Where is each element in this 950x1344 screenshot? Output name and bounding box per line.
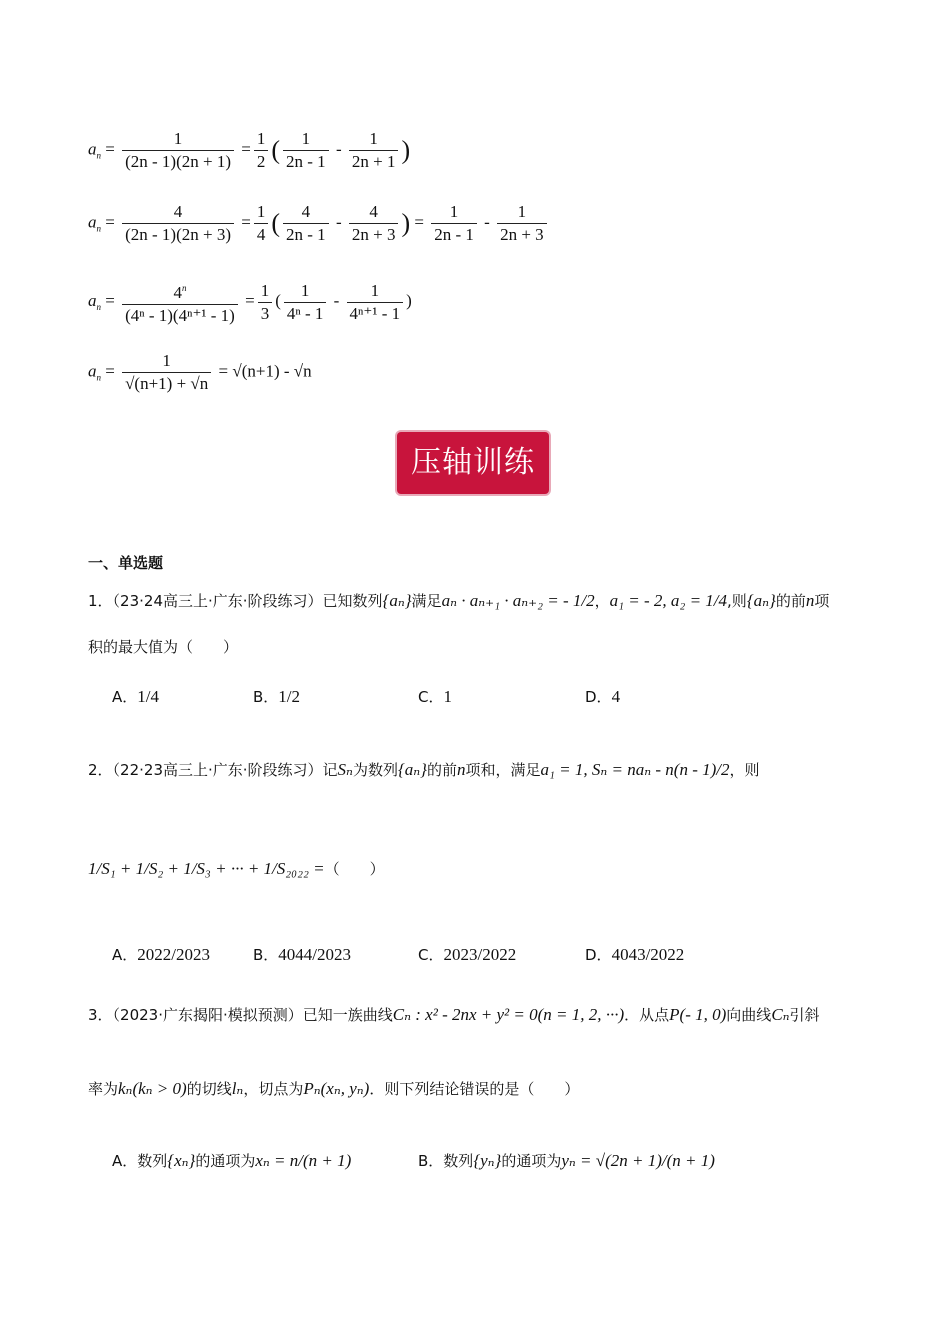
banner-title: 压轴训练 xyxy=(411,445,535,480)
option-1d[interactable]: D．4 xyxy=(585,687,621,706)
option-2c[interactable]: C．2023/2022 xyxy=(418,945,517,964)
formula-3: $a_n$ = $\frac{4^n}{\text{(4ⁿ - 1)(4ⁿ⁺¹ - 1)}}$ = $\frac{1}{3}$ ( $\frac{1}{\text{4ⁿ - 1}}$ - $\frac{1}{\text{4ⁿ⁺¹ - 1}}$ ) xyxy=(88,280,412,325)
section-title: 一、单选题 xyxy=(88,554,164,572)
question-2: 2．（22·23高三上·广东·阶段练习）记Sₙ为数列{aₙ}的前n项和，满足a₁ = 1, Sₙ = naₙ - n(n - 1)/2，则 xyxy=(88,760,760,779)
formula-4-rhs: √(n+1) - √n xyxy=(232,361,312,381)
question-2-expression: 1/S₁ + 1/S₂ + 1/S₃ + ··· + 1/S₂₀₂₂ =（ ） xyxy=(88,859,385,878)
question-1-line2: 积的最大值为（ ） xyxy=(88,638,239,656)
option-3b[interactable]: B．数列{yₙ}的通项为yₙ = √(2n + 1)/(n + 1) xyxy=(418,1151,715,1170)
question-3-line2: 率为kₙ(kₙ > 0)的切线lₙ，切点为Pₙ(xₙ, yₙ)．则下列结论错误的是（ ） xyxy=(88,1079,580,1098)
option-1b[interactable]: B．1/2 xyxy=(253,687,301,706)
option-2d[interactable]: D．4043/2022 xyxy=(585,945,685,964)
option-3a[interactable]: A．数列{xₙ}的通项为xₙ = n/(n + 1) xyxy=(112,1151,352,1170)
option-1c[interactable]: C．1 xyxy=(418,687,452,706)
question-number: 1． xyxy=(88,592,113,610)
question-source: （23·24高三上·广东·阶段练习） xyxy=(112,592,323,610)
formula-2: $a_n$ = $\frac{4}{(2n - 1)(2n + 3)}$ = $\frac{1}{4}$ ( $\frac{4}{2n - 1}$ - $\frac{4}{2n + 3}$ ) = $\frac{1}{2n - 1}$ - $\frac{1}{2n + 3}$ xyxy=(88,201,550,246)
option-1a[interactable]: A．1/4 xyxy=(112,687,159,706)
formula-1-lhs: a xyxy=(88,139,97,159)
question-1: 1．（23·24高三上·广东·阶段练习）已知数列{aₙ}满足aₙ · aₙ₊₁ · aₙ₊₂ = - 1/2，a₁ = - 2, a₂ = 1/4,则{aₙ}的前n项 xyxy=(88,591,830,610)
formula-4: $a_n$ = $\frac{1}{√(n+1) + √n}$ = √(n+1) - √n xyxy=(88,351,312,393)
section-banner xyxy=(397,432,549,494)
question-3: 3．（2023·广东揭阳·模拟预测）已知一族曲线Cₙ : x² - 2nx + y² = 0(n = 1, 2, ···)．从点P(- 1, 0)向曲线Cₙ引斜 xyxy=(88,1005,820,1024)
option-2b[interactable]: B．4044/2023 xyxy=(253,945,352,964)
formula-1-fraction: $\frac{1}{(2n - 1)(2n + 1)}$ xyxy=(122,128,234,173)
option-2a[interactable]: A．2022/2023 xyxy=(112,945,210,964)
formula-1: $a_n$ = $\frac{1}{(2n - 1)(2n + 1)}$ = $\frac{1}{2}$ ( $\frac{1}{2n - 1}$ - $\frac{1}{2n + 1}$ ) xyxy=(88,129,411,171)
